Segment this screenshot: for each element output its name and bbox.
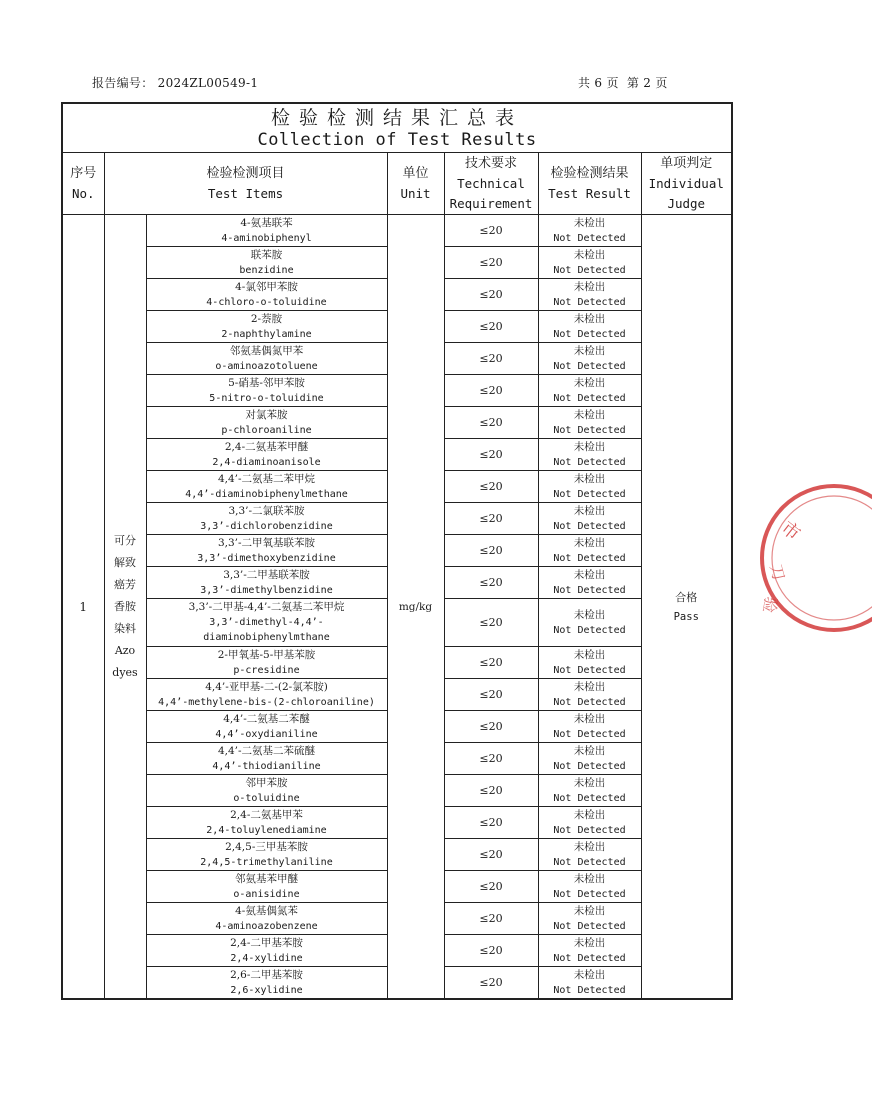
result-zh: 未检出 [573, 440, 606, 453]
result-zh: 未检出 [573, 344, 606, 357]
result-cell [538, 215, 641, 247]
test-item-cell [146, 935, 387, 967]
category-zh-line: 解致 [114, 555, 136, 569]
result-zh: 未检出 [573, 712, 606, 725]
result-cell [538, 711, 641, 743]
test-item-en: 4,4’-oxydianiline [215, 728, 318, 740]
test-item-en: o-toluidine [233, 792, 300, 804]
result-zh: 未检出 [573, 776, 606, 789]
judge-en: Pass [673, 610, 699, 623]
result-cell [538, 839, 641, 871]
requirement-cell: ≤20 [444, 343, 538, 375]
category-zh-line: 香胺 [114, 599, 136, 613]
result-cell [538, 407, 641, 439]
test-item-zh: 5-硝基-邻甲苯胺 [228, 376, 305, 389]
test-item-cell [146, 871, 387, 903]
test-item-zh: 邻氨基苯甲醚 [235, 872, 298, 885]
requirement-cell: ≤20 [444, 935, 538, 967]
result-cell [538, 375, 641, 407]
category-en-line: Azo [114, 643, 136, 657]
result-cell [538, 935, 641, 967]
result-cell [538, 599, 641, 647]
test-item-en: 2,4-diaminoanisole [212, 456, 321, 468]
table-title [62, 103, 732, 153]
col-requirement-en2: Requirement [449, 195, 533, 211]
result-zh: 未检出 [573, 808, 606, 821]
requirement-cell: ≤20 [444, 647, 538, 679]
col-seq-en: No. [71, 185, 95, 201]
result-en: Not Detected [553, 520, 626, 532]
test-item-cell [146, 375, 387, 407]
result-en: Not Detected [553, 296, 626, 308]
test-item-en: diaminobiphenylmthane [203, 632, 330, 643]
col-result-zh: 检验检测结果 [550, 165, 629, 181]
result-en: Not Detected [553, 824, 626, 836]
test-item-zh: 邻氨基偶氮甲苯 [229, 344, 304, 357]
test-item-en: 4,4’-methylene-bis-(2-chloroaniline) [158, 696, 375, 708]
test-item-cell [146, 503, 387, 535]
result-zh: 未检出 [573, 648, 606, 661]
title-en: Collection of Test Results [257, 130, 537, 150]
test-item-en: 2,4-xylidine [230, 952, 303, 964]
test-item-en: 3,3’-dimethylbenzidine [200, 584, 333, 596]
result-en: Not Detected [553, 328, 626, 340]
test-item-cell [146, 439, 387, 471]
requirement-cell: ≤20 [444, 839, 538, 871]
result-cell [538, 871, 641, 903]
report-number [92, 74, 258, 91]
test-item-en: 2-naphthylamine [221, 328, 312, 340]
col-result [538, 153, 641, 215]
test-item-zh: 4-氯邻甲苯胺 [235, 280, 298, 293]
test-item-en: p-chloroaniline [221, 424, 312, 436]
result-en: Not Detected [553, 664, 626, 676]
test-item-zh: 2,4-二甲基苯胺 [230, 936, 303, 949]
col-result-en: Test Result [548, 185, 631, 201]
result-zh: 未检出 [573, 840, 606, 853]
requirement-cell: ≤20 [444, 967, 538, 1000]
test-item-en: 2,6-xylidine [230, 984, 303, 996]
test-item-en: o-anisidine [233, 888, 300, 900]
test-item-zh: 2,4,5-三甲基苯胺 [225, 840, 308, 853]
results-body [62, 215, 732, 1000]
test-item-zh: 4,4’-二氨基二苯硫醚 [217, 744, 316, 757]
requirement-cell: ≤20 [444, 567, 538, 599]
col-judge-zh: 单项判定 [660, 155, 713, 171]
result-zh: 未检出 [573, 608, 606, 621]
result-cell [538, 567, 641, 599]
requirement-cell: ≤20 [444, 903, 538, 935]
test-item-en: 4,4’-thiodianiline [212, 760, 321, 772]
result-en: Not Detected [553, 888, 626, 900]
result-cell [538, 775, 641, 807]
title-zh: 检验检测结果汇总表 [271, 107, 524, 129]
test-item-cell [146, 743, 387, 775]
test-item-cell [146, 775, 387, 807]
result-zh: 未检出 [573, 680, 606, 693]
category-zh-line: 染料 [114, 621, 136, 635]
test-item-cell [146, 839, 387, 871]
test-item-zh: 对氯苯胺 [245, 408, 288, 421]
test-item-zh: 2-甲氧基-5-甲基苯胺 [217, 648, 316, 661]
col-items [104, 153, 387, 215]
col-unit-en: Unit [400, 185, 431, 201]
test-item-en: 5-nitro-o-toluidine [209, 392, 324, 404]
category-zh-line: 癌芳 [114, 577, 136, 591]
test-item-en: 4-chloro-o-toluidine [206, 296, 327, 308]
test-item-cell [146, 903, 387, 935]
category-zh-line: 可分 [114, 533, 136, 547]
category-cell [104, 215, 146, 1000]
test-item-en: 4-aminoazobenzene [215, 920, 318, 932]
result-en: Not Detected [553, 456, 626, 468]
seq-cell: 1 [62, 215, 104, 1000]
col-seq [62, 153, 104, 215]
test-item-zh: 3,3’-二甲基联苯胺 [223, 568, 310, 581]
requirement-cell: ≤20 [444, 871, 538, 903]
result-zh: 未检出 [573, 216, 606, 229]
test-item-cell [146, 215, 387, 247]
judge-cell [641, 215, 732, 1000]
test-item-zh: 邻甲苯胺 [245, 776, 288, 789]
test-item-en: o-aminoazotoluene [215, 360, 318, 372]
result-zh: 未检出 [573, 968, 606, 981]
requirement-cell: ≤20 [444, 407, 538, 439]
result-zh: 未检出 [573, 904, 606, 917]
result-en: Not Detected [553, 264, 626, 276]
result-zh: 未检出 [573, 280, 606, 293]
test-item-zh: 联苯胺 [250, 248, 283, 261]
test-item-zh: 3,3’-二甲基-4,4’-二氨基二苯甲烷 [188, 601, 345, 613]
result-zh: 未检出 [573, 536, 606, 549]
result-zh: 未检出 [573, 504, 606, 517]
test-item-zh: 3,3’-二氯联苯胺 [228, 504, 305, 517]
result-zh: 未检出 [573, 568, 606, 581]
result-cell [538, 647, 641, 679]
test-item-zh: 4-氨基联苯 [240, 216, 293, 229]
result-cell [538, 247, 641, 279]
result-zh: 未检出 [573, 936, 606, 949]
test-item-en: 4-aminobiphenyl [221, 232, 312, 244]
test-item-en: p-cresidine [233, 664, 300, 676]
test-item-cell [146, 567, 387, 599]
test-item-cell [146, 967, 387, 1000]
col-requirement-en1: Technical [457, 175, 525, 191]
test-item-cell [146, 279, 387, 311]
result-zh: 未检出 [573, 408, 606, 421]
result-cell [538, 807, 641, 839]
requirement-cell: ≤20 [444, 679, 538, 711]
result-cell [538, 903, 641, 935]
result-en: Not Detected [553, 696, 626, 708]
test-item-cell [146, 647, 387, 679]
result-cell [538, 439, 641, 471]
col-unit-zh: 单位 [402, 165, 429, 181]
judge-zh: 合格 [675, 590, 698, 604]
result-cell [538, 967, 641, 1000]
result-cell [538, 471, 641, 503]
requirement-cell: ≤20 [444, 535, 538, 567]
table-row [62, 215, 732, 247]
test-item-cell [146, 679, 387, 711]
result-en: Not Detected [553, 584, 626, 596]
test-item-en: 2,4-toluylenediamine [206, 824, 327, 836]
requirement-cell: ≤20 [444, 247, 538, 279]
test-item-en: 3,3’-dimethoxybenzidine [197, 552, 336, 564]
test-item-zh: 2,4-二氨基甲苯 [230, 808, 303, 821]
result-en: Not Detected [553, 856, 626, 868]
requirement-cell: ≤20 [444, 599, 538, 647]
result-cell [538, 535, 641, 567]
test-item-en: 2,4,5-trimethylaniline [200, 856, 333, 868]
official-seal [752, 478, 872, 638]
test-item-cell [146, 343, 387, 375]
report-number-value: 2024ZL00549-1 [157, 76, 259, 90]
result-en: Not Detected [553, 760, 626, 772]
current-page: 第 2 页 [626, 76, 668, 90]
test-item-zh: 3,3’-二甲氧基联苯胺 [217, 536, 316, 549]
requirement-cell: ≤20 [444, 439, 538, 471]
test-item-zh: 2,4-二氨基苯甲醚 [224, 440, 309, 453]
result-en: Not Detected [553, 624, 626, 636]
requirement-cell: ≤20 [444, 471, 538, 503]
test-item-zh: 4,4’-亚甲基-二-(2-氯苯胺) [205, 680, 328, 693]
requirement-cell: ≤20 [444, 311, 538, 343]
svg-text:刀: 刀 [766, 562, 789, 583]
test-item-cell [146, 311, 387, 343]
result-cell [538, 311, 641, 343]
unit-cell: mg/kg [387, 215, 444, 1000]
test-item-zh: 4,4’-二氨基二苯醚 [223, 712, 310, 725]
result-en: Not Detected [553, 792, 626, 804]
test-item-cell [146, 535, 387, 567]
result-zh: 未检出 [573, 248, 606, 261]
result-cell [538, 279, 641, 311]
result-cell [538, 743, 641, 775]
result-en: Not Detected [553, 488, 626, 500]
result-en: Not Detected [553, 424, 626, 436]
col-judge-en2: Judge [667, 195, 706, 211]
test-item-cell [146, 711, 387, 743]
result-cell [538, 343, 641, 375]
test-item-en: 4,4’-diaminobiphenylmethane [185, 488, 348, 500]
test-item-cell [146, 247, 387, 279]
requirement-cell: ≤20 [444, 807, 538, 839]
result-en: Not Detected [553, 728, 626, 740]
result-en: Not Detected [553, 984, 626, 996]
test-item-cell [146, 599, 387, 647]
test-item-cell [146, 471, 387, 503]
result-en: Not Detected [553, 392, 626, 404]
col-seq-zh: 序号 [70, 165, 97, 181]
total-pages: 共 6 页 [578, 76, 619, 90]
requirement-cell: ≤20 [444, 503, 538, 535]
col-items-zh: 检验检测项目 [206, 165, 285, 181]
test-item-en: benzidine [239, 264, 294, 276]
col-unit [387, 153, 444, 215]
col-items-en: Test Items [207, 185, 284, 201]
svg-text:市: 市 [776, 517, 805, 546]
requirement-cell: ≤20 [444, 279, 538, 311]
result-zh: 未检出 [573, 312, 606, 325]
test-item-zh: 2-萘胺 [250, 312, 283, 325]
test-item-en: 3,3’-dimethyl-4,4’- [209, 617, 324, 628]
column-header-row [62, 153, 732, 215]
col-judge-en1: Individual [648, 175, 724, 191]
col-requirement [444, 153, 538, 215]
test-item-zh: 4,4’-二氨基二苯甲烷 [217, 472, 316, 485]
requirement-cell: ≤20 [444, 775, 538, 807]
result-en: Not Detected [553, 952, 626, 964]
results-table [61, 102, 733, 1000]
requirement-cell: ≤20 [444, 215, 538, 247]
result-cell [538, 679, 641, 711]
test-item-zh: 4-氨基偶氮苯 [235, 904, 298, 917]
test-item-cell [146, 407, 387, 439]
page-indicator [578, 74, 672, 91]
requirement-cell: ≤20 [444, 743, 538, 775]
col-judge [641, 153, 732, 215]
requirement-cell: ≤20 [444, 711, 538, 743]
result-zh: 未检出 [573, 376, 606, 389]
result-en: Not Detected [553, 552, 626, 564]
test-item-cell [146, 807, 387, 839]
result-zh: 未检出 [573, 872, 606, 885]
result-cell [538, 503, 641, 535]
result-en: Not Detected [553, 232, 626, 244]
report-number-label: 报告编号： [92, 76, 154, 90]
result-en: Not Detected [553, 920, 626, 932]
category-en-line: dyes [112, 665, 138, 679]
result-zh: 未检出 [573, 744, 606, 757]
requirement-cell: ≤20 [444, 375, 538, 407]
svg-text:验: 验 [759, 595, 781, 615]
result-en: Not Detected [553, 360, 626, 372]
test-item-zh: 2,6-二甲基苯胺 [230, 968, 303, 981]
result-zh: 未检出 [573, 472, 606, 485]
col-requirement-zh: 技术要求 [464, 155, 517, 171]
test-item-en: 3,3’-dichlorobenzidine [200, 520, 333, 532]
